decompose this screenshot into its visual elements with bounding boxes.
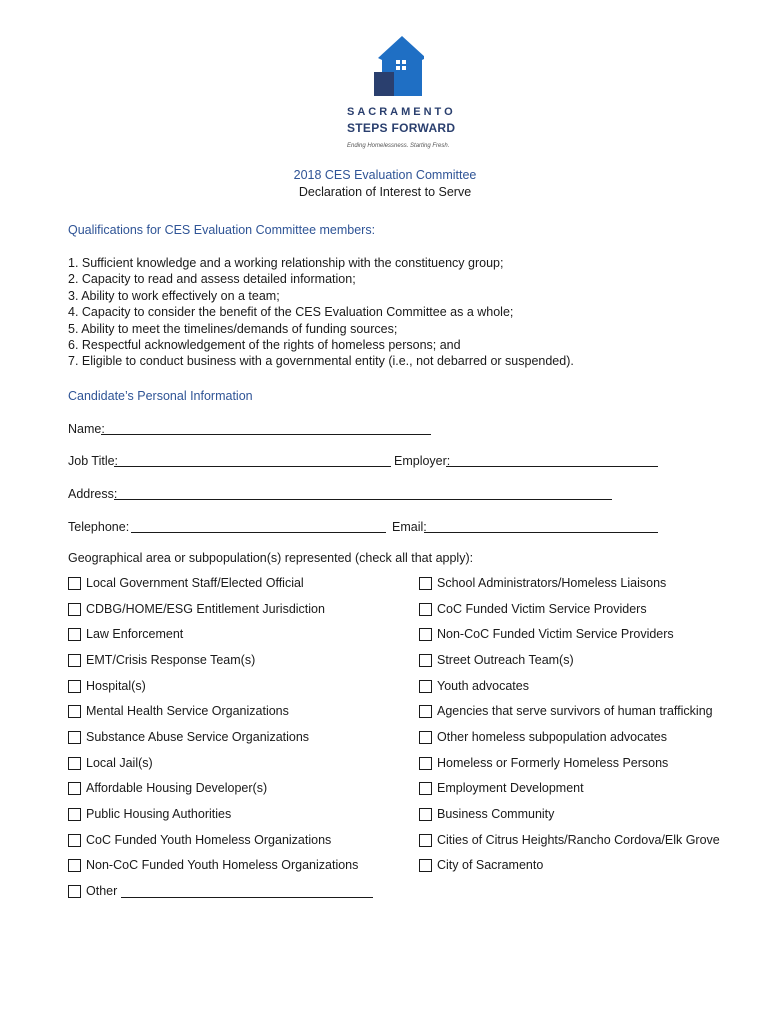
checkbox-label: EMT/Crisis Response Team(s) (86, 653, 256, 667)
email-label: Email: (392, 520, 427, 534)
checkbox-option[interactable] (68, 756, 153, 770)
checkbox[interactable] (419, 859, 432, 872)
checkbox-option[interactable] (68, 833, 331, 847)
checkbox-option[interactable] (419, 858, 543, 872)
checkbox-option[interactable] (419, 602, 647, 616)
checkbox[interactable] (419, 654, 432, 667)
list-item: 2. Capacity to read and assess detailed information; (68, 272, 356, 287)
checkbox-option[interactable] (419, 704, 713, 718)
checkbox-label: Hospital(s) (86, 679, 146, 693)
checkbox[interactable] (68, 834, 81, 847)
checkbox-option[interactable] (419, 807, 554, 821)
list-item: 3. Ability to work effectively on a team; (68, 288, 280, 303)
checkbox-option[interactable] (68, 576, 304, 590)
checkbox[interactable] (68, 603, 81, 616)
job-title-label: Job Title: (68, 454, 119, 468)
checkbox[interactable] (68, 577, 81, 590)
checkbox-label: CoC Funded Victim Service Providers (437, 602, 647, 616)
checkbox-label: Substance Abuse Service Organizations (86, 730, 310, 744)
checkbox[interactable] (419, 628, 432, 641)
checkbox-label: CoC Funded Youth Homeless Organizations (86, 833, 332, 847)
employer-field[interactable] (446, 466, 658, 467)
checkbox-option[interactable] (419, 833, 720, 847)
checkbox-option[interactable] (419, 627, 674, 641)
checkbox[interactable] (419, 782, 432, 795)
checkbox[interactable] (419, 731, 432, 744)
list-item: 1. Sufficient knowledge and a working relationship with the constituency group; (68, 256, 504, 270)
geography-prompt: Geographical area or subpopulation(s) represented (check all that apply): (68, 551, 474, 565)
logo-wordmark-line1: SACRAMENTO (347, 106, 456, 118)
checkbox-label: Local Jail(s) (86, 756, 153, 770)
checkbox[interactable] (68, 757, 81, 770)
checkbox-option-other[interactable] (68, 884, 373, 898)
checkbox-label: Non-CoC Funded Youth Homeless Organizations (86, 858, 359, 872)
list-item: 5. Ability to meet the timelines/demands of funding sources; (68, 321, 398, 336)
logo-wordmark-line2: STEPS FORWARD (347, 121, 456, 135)
checkbox-option[interactable] (68, 653, 255, 667)
qualifications-list (68, 255, 574, 370)
document-title: 2018 CES Evaluation Committee (293, 168, 477, 182)
checkbox-option[interactable] (68, 704, 289, 718)
checkbox-option[interactable] (419, 756, 668, 770)
checkbox-label: Street Outreach Team(s) (437, 653, 574, 667)
checkbox-option[interactable] (68, 807, 231, 821)
logo-tagline: Ending Homelessness. Starting Fresh. (347, 143, 450, 149)
checkbox[interactable] (419, 834, 432, 847)
checkbox[interactable] (68, 705, 81, 718)
checkbox-label: Employment Development (437, 781, 584, 795)
checkbox[interactable] (419, 757, 432, 770)
checkbox-label: Cities of Citrus Heights/Rancho Cordova/Elk Grove (437, 833, 720, 847)
telephone-field[interactable] (131, 532, 386, 533)
house-logo-icon (372, 34, 424, 98)
checkbox-option[interactable] (68, 730, 309, 744)
checkbox-label: Affordable Housing Developer(s) (86, 781, 268, 795)
organization-logo (340, 34, 470, 164)
name-field[interactable] (101, 434, 431, 435)
address-label: Address: (68, 487, 118, 501)
personal-info-heading: Candidate’s Personal Information (68, 389, 253, 403)
checkbox[interactable] (419, 705, 432, 718)
list-item: 7. Eligible to conduct business with a governmental entity (i.e., not debarred or suspended). (68, 354, 574, 369)
list-item: 4. Capacity to consider the benefit of the CES Evaluation Committee as a whole; (68, 305, 514, 320)
checkbox[interactable] (68, 731, 81, 744)
checkbox-label: Youth advocates (437, 679, 529, 693)
checkbox-label: Public Housing Authorities (86, 807, 232, 821)
checkbox[interactable] (68, 628, 81, 641)
qualifications-heading: Qualifications for CES Evaluation Committee members: (68, 223, 376, 237)
checkbox[interactable] (68, 859, 81, 872)
checkbox-label: Mental Health Service Organizations (86, 704, 289, 718)
other-specify-field[interactable] (121, 885, 373, 898)
checkbox-option[interactable] (419, 576, 666, 590)
checkbox-option[interactable] (419, 730, 667, 744)
checkbox-option[interactable] (419, 781, 584, 795)
checkbox-label: Non-CoC Funded Victim Service Providers (437, 627, 674, 641)
job-title-field[interactable] (114, 466, 391, 467)
employer-label: Employer: (394, 454, 451, 468)
checkbox[interactable] (68, 680, 81, 693)
checkbox-option[interactable] (68, 781, 267, 795)
checkbox[interactable] (419, 808, 432, 821)
checkbox[interactable] (68, 654, 81, 667)
checkbox-label: Homeless or Formerly Homeless Persons (437, 756, 669, 770)
checkbox-option[interactable] (68, 627, 183, 641)
list-item: 6. Respectful acknowledgement of the rights of homeless persons; and (68, 338, 461, 353)
address-field[interactable] (114, 499, 612, 500)
checkbox[interactable] (68, 885, 81, 898)
checkbox-option[interactable] (68, 602, 325, 616)
checkbox-label: Other (86, 884, 118, 898)
telephone-label: Telephone: (68, 520, 130, 534)
checkbox-label: Business Community (437, 807, 555, 821)
checkbox-label: City of Sacramento (437, 858, 544, 872)
name-label: Name: (68, 422, 105, 436)
checkbox[interactable] (68, 782, 81, 795)
document-subtitle: Declaration of Interest to Serve (298, 185, 472, 199)
checkbox-label: Agencies that serve survivors of human trafficking (437, 704, 713, 718)
checkbox-label: Other homeless subpopulation advocates (437, 730, 668, 744)
checkbox-label: Local Government Staff/Elected Official (86, 576, 304, 590)
checkbox-option[interactable] (419, 653, 574, 667)
checkbox-option[interactable] (68, 858, 358, 872)
checkbox-option[interactable] (68, 679, 146, 693)
checkbox[interactable] (419, 577, 432, 590)
checkbox[interactable] (419, 680, 432, 693)
checkbox[interactable] (419, 603, 432, 616)
checkbox-option[interactable] (419, 679, 529, 693)
checkbox-label: School Administrators/Homeless Liaisons (437, 576, 667, 590)
email-field[interactable] (424, 532, 658, 533)
checkbox[interactable] (68, 808, 81, 821)
checkbox-label: Law Enforcement (86, 627, 184, 641)
checkbox-label: CDBG/HOME/ESG Entitlement Jurisdiction (86, 602, 325, 616)
